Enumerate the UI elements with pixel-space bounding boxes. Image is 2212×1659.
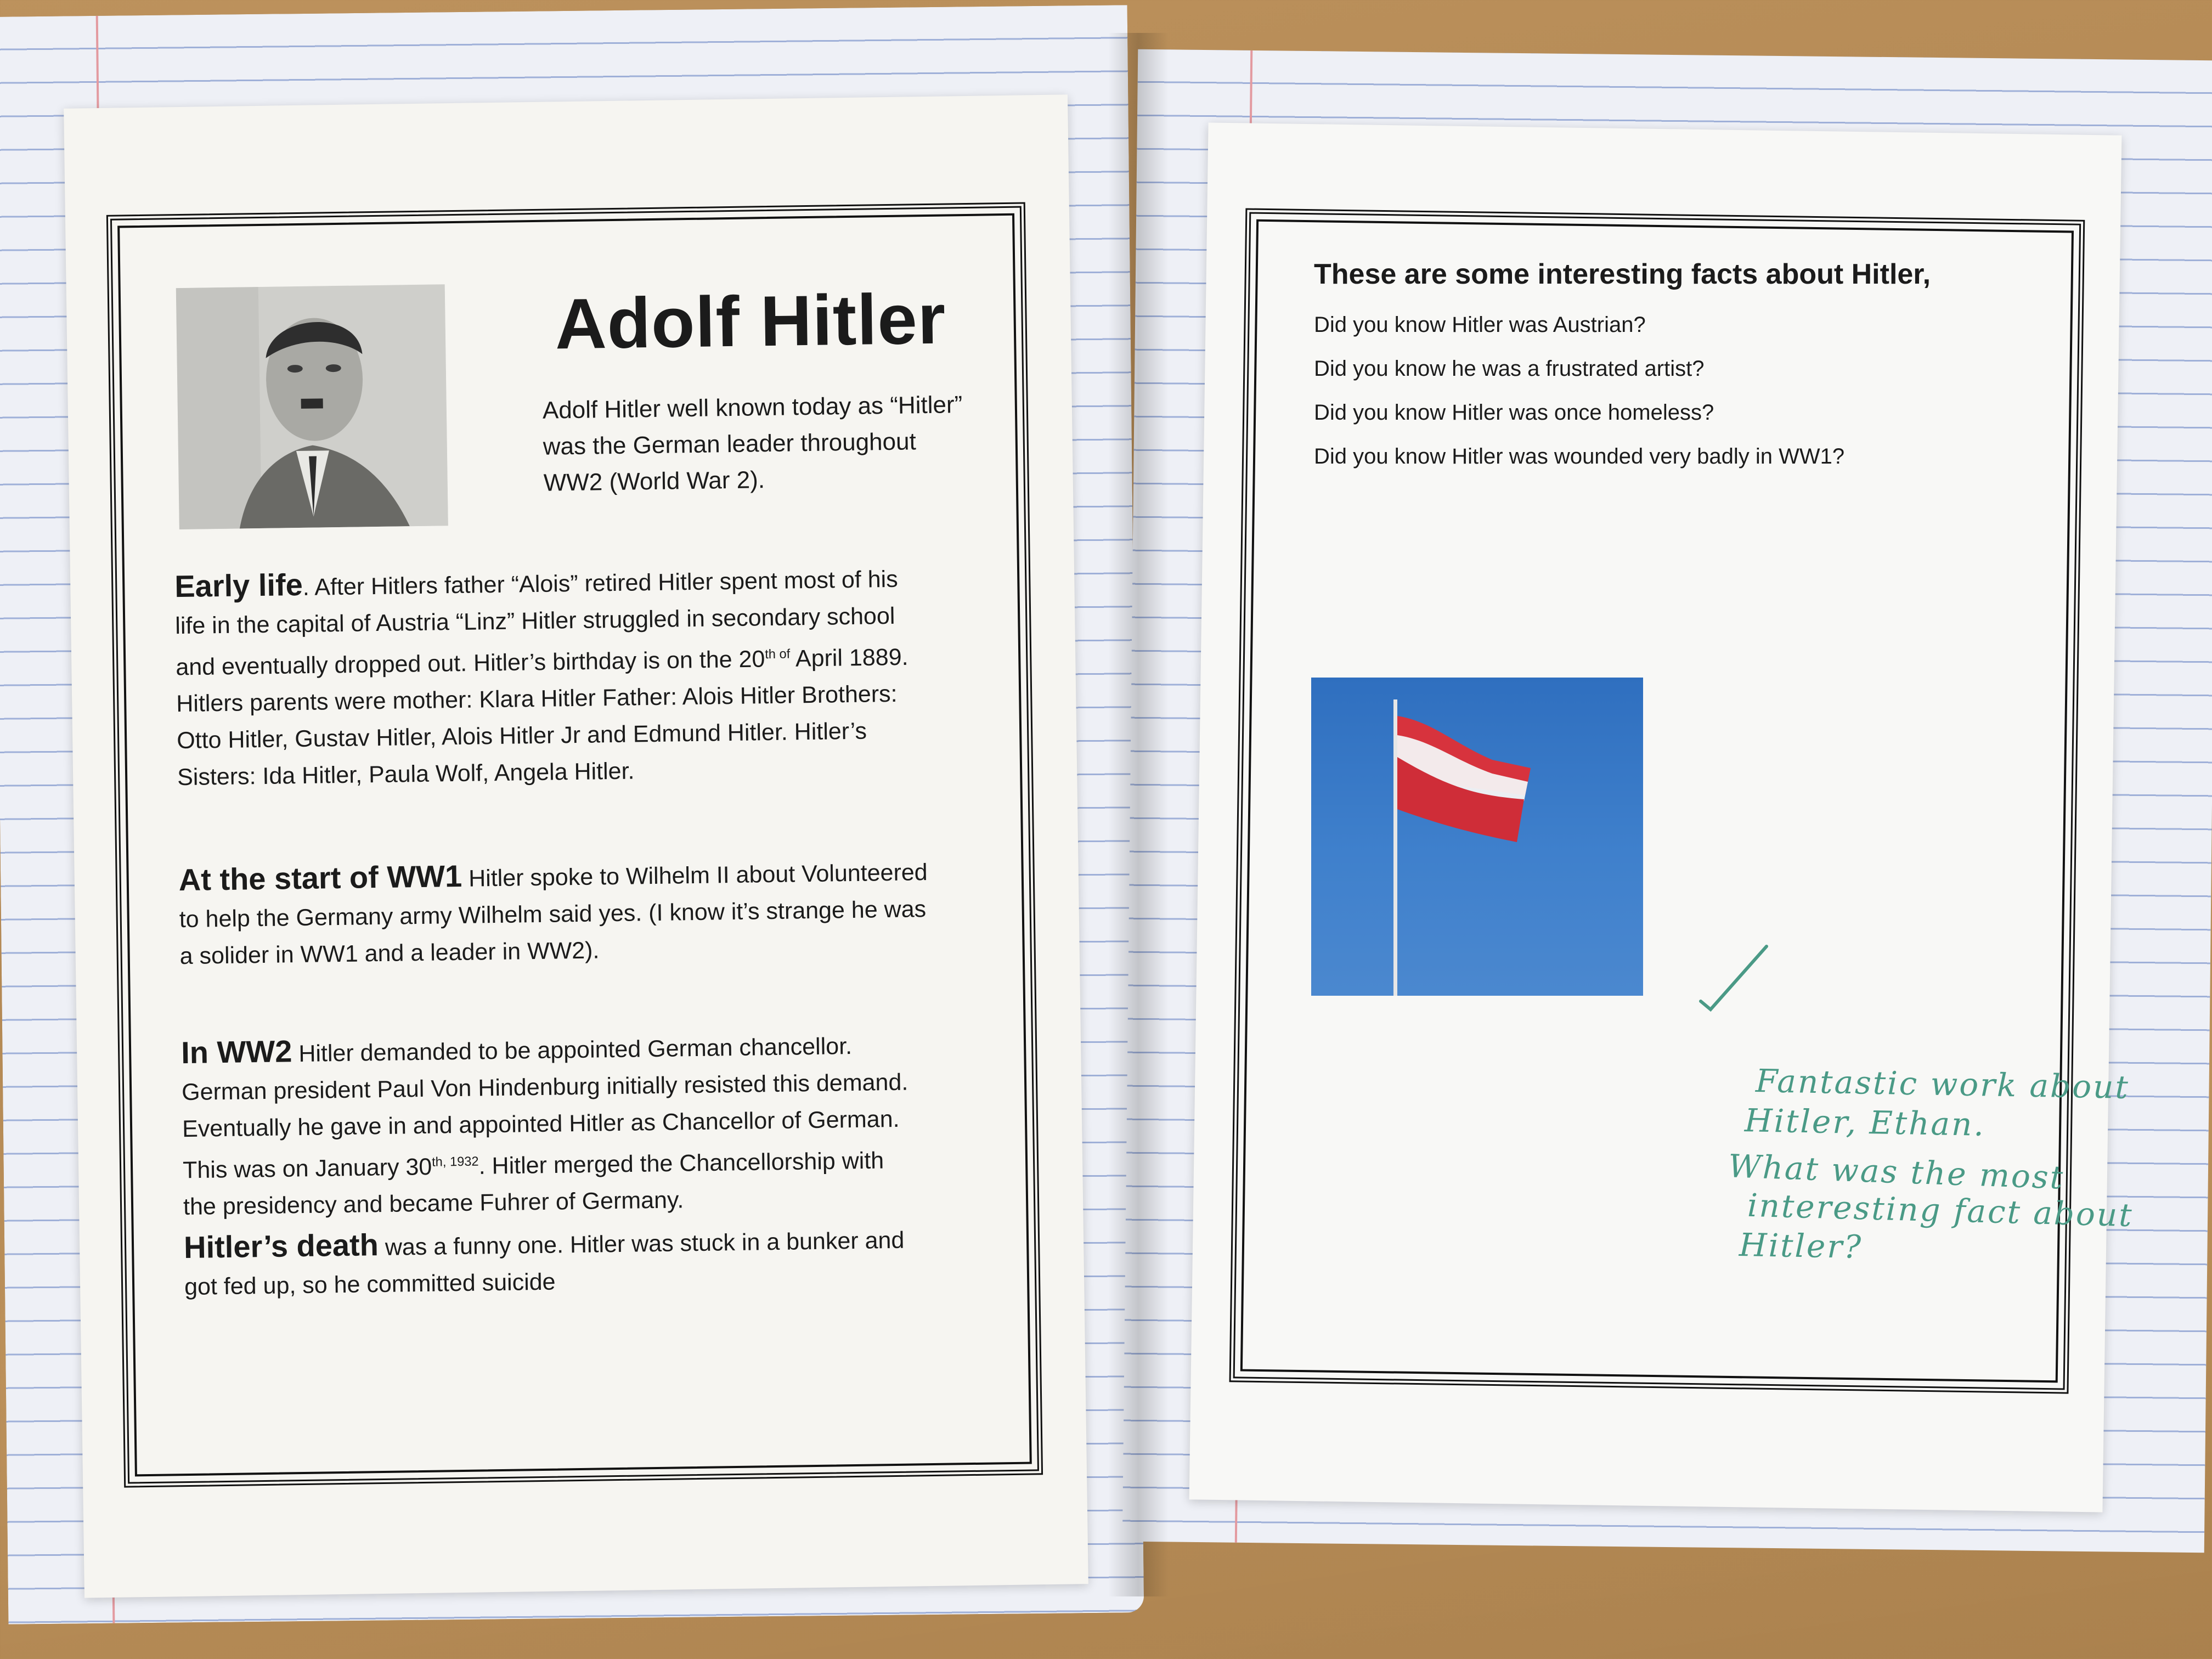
portrait-photo xyxy=(176,284,448,529)
paragraph-text: . After Hitlers father “Alois” retired Hitler spent most of his xyxy=(302,566,898,601)
flag-illustration xyxy=(1311,678,1643,996)
paragraph-text: This was on January 30 xyxy=(182,1154,432,1184)
fact-item: Did you know Hitler was wounded very badly in WW1? xyxy=(1314,444,1845,469)
paragraph-text: Eventually he gave in and appointed Hitler as Chancellor of German. xyxy=(182,1105,900,1143)
paragraph-text: . Hitler merged the Chancellorship with xyxy=(478,1147,884,1180)
paragraph-text: Hitler spoke to Wilhelm II about Volunteered xyxy=(461,859,928,892)
paragraph-text: Sisters: Ida Hitler, Paula Wolf, Angela Hitler. xyxy=(177,758,635,791)
fact-item: Did you know Hitler was Austrian? xyxy=(1314,313,1646,337)
section-heading: In WW2 xyxy=(180,1034,292,1070)
paragraph-text: to help the Germany army Wilhelm said yes. (I know it’s strange he was xyxy=(179,896,927,933)
teacher-comment-line: Hitler, Ethan. xyxy=(1744,1102,1986,1143)
paragraph-text: life in the capital of Austria “Linz” Hitler struggled in secondary school xyxy=(174,602,895,640)
fact-item: Did you know he was a frustrated artist? xyxy=(1314,357,1705,381)
facts-heading: These are some interesting facts about Hitler, xyxy=(1314,258,1931,290)
superscript: th, 1932 xyxy=(431,1154,479,1170)
intro-line: Adolf Hitler well known today as “Hitler” xyxy=(542,391,963,424)
teacher-comment-line: What was the most xyxy=(1728,1147,2066,1197)
check-mark-icon xyxy=(1695,941,1772,1012)
gutter-shadow xyxy=(1108,33,1169,1596)
teacher-comment-line: Fantastic work about xyxy=(1755,1062,2130,1106)
section-heading: Early life xyxy=(174,567,303,604)
ww2-paragraph xyxy=(181,1023,996,1226)
paragraph-text: and eventually dropped out. Hitler’s birthday is on the 20 xyxy=(176,646,765,681)
fact-item: Did you know Hitler was once homeless? xyxy=(1314,400,1714,425)
section-heading: At the start of WW1 xyxy=(178,858,462,898)
death-paragraph xyxy=(184,1217,997,1306)
teacher-comment-line: Hitler? xyxy=(1739,1226,1863,1266)
teacher-comment-line: interesting fact about xyxy=(1747,1186,2134,1234)
paragraph-text: a solider in WW1 and a leader in WW2). xyxy=(179,937,600,970)
paragraph-text: got fed up, so he committed suicide xyxy=(184,1268,556,1301)
section-heading: Hitler’s death xyxy=(183,1227,379,1265)
intro-line: was the German leader throughout xyxy=(543,428,917,460)
austrian-flag-photo xyxy=(1311,678,1643,996)
left-worksheet xyxy=(64,94,1088,1598)
paragraph-text: the presidency and became Fuhrer of Germany. xyxy=(183,1187,684,1221)
paragraph-text: Hitler demanded to be appointed German chancellor. xyxy=(292,1033,853,1068)
intro-paragraph xyxy=(542,386,1015,501)
portrait-illustration xyxy=(176,284,448,529)
paragraph-text: was a funny one. Hitler was stuck in a bunker and xyxy=(378,1227,905,1261)
paragraph-text: Hitlers parents were mother: Klara Hitler Father: Alois Hitler Brothers: xyxy=(176,681,898,718)
paragraph-text: Otto Hitler, Gustav Hitler, Alois Hitler Jr and Edmund Hitler. Hitler’s xyxy=(176,718,867,754)
paragraph-text: German president Paul Von Hindenburg initially resisted this demand. xyxy=(181,1069,909,1106)
early-life-paragraph xyxy=(174,557,990,797)
intro-line: WW2 (World War 2). xyxy=(543,466,765,496)
ww1-paragraph xyxy=(178,850,992,975)
page-title: Adolf Hitler xyxy=(554,278,947,364)
paragraph-text: April 1889. xyxy=(790,644,909,672)
superscript: th of xyxy=(765,647,791,662)
